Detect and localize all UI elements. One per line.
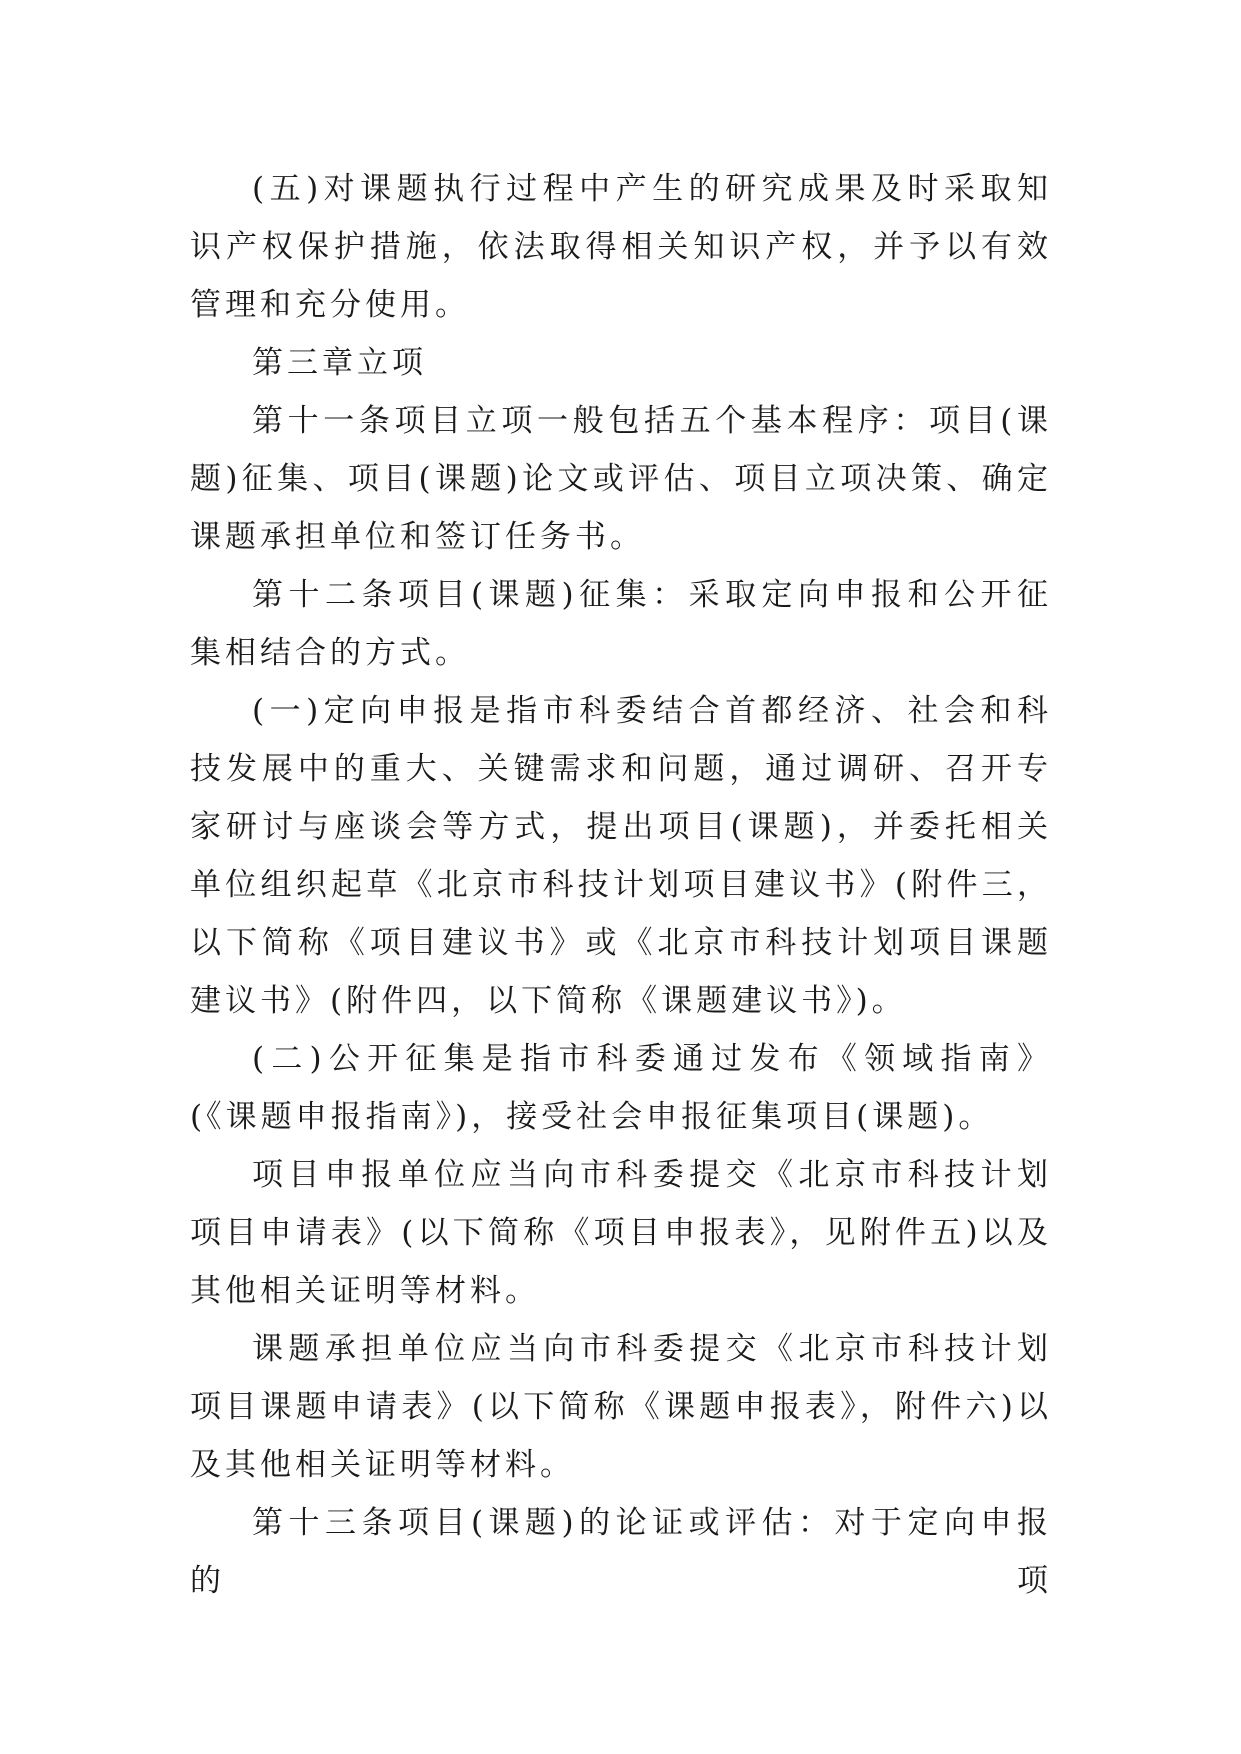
paragraph-directed-application: (一)定向申报是指市科委结合首都经济、社会和科技发展中的重大、关键需求和问题，通过调研、召开专家研讨与座谈会等方式，提出项目(课题)，并委托相关单位组织起草《北京市科技计划项目建议书》(附件三，以下简称《项目建议书》或《北京市科技计划项目课题建议书》(附件四，以下简称《课题建议书》)。 <box>190 693 1052 1019</box>
article-13: 第十三条项目(课题)的论证或评估：对于定向申报的项 <box>190 1505 1052 1599</box>
paragraph-ip-protection: (五)对课题执行过程中产生的研究成果及时采取知识产权保护措施，依法取得相关知识产权，并予以有效管理和充分使用。 <box>190 171 1052 323</box>
paragraph-subject-undertaker: 课题承担单位应当向市科委提交《北京市科技计划项目课题申请表》(以下简称《课题申报表》，附件六)以及其他相关证明等材料。 <box>190 1331 1052 1483</box>
article-11: 第十一条项目立项一般包括五个基本程序：项目(课题)征集、项目(课题)论文或评估、项目立项决策、确定课题承担单位和签订任务书。 <box>190 403 1052 555</box>
article-12: 第十二条项目(课题)征集：采取定向申报和公开征集相结合的方式。 <box>190 577 1052 671</box>
paragraph-public-solicitation: (二)公开征集是指市科委通过发布《领域指南》(《课题申报指南》)，接受社会申报征集项目(课题)。 <box>190 1041 1052 1135</box>
paragraph-project-applicant: 项目申报单位应当向市科委提交《北京市科技计划项目申请表》(以下简称《项目申报表》，见附件五)以及其他相关证明等材料。 <box>190 1157 1052 1309</box>
chapter-heading: 第三章立项 <box>252 345 427 381</box>
document-body <box>190 160 1052 1610</box>
